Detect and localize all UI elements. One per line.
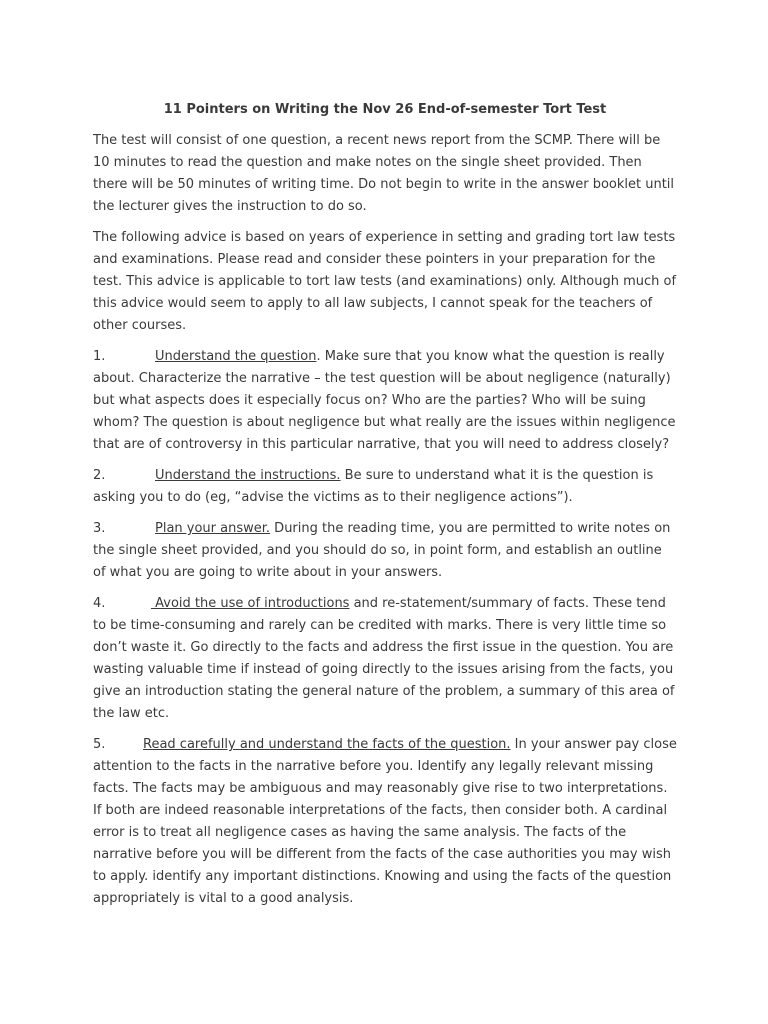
pointer-heading: Understand the question: [155, 349, 317, 364]
pointer-body: and re-statement/summary of facts. These tend to be time-consuming and rarely can be credited with marks. There is very little time so don’t waste it. Go directly to the facts and address the first issue in the question. You are wasting valuable time if instead of going directly to the issues arising from the facts, you give an introduction stating the general nature of the problem, a summary of this area of the law etc.: [93, 596, 675, 721]
pointer-heading: Avoid the use of introductions: [151, 596, 350, 611]
document-page: [93, 99, 677, 919]
pointer-number: 2.: [93, 468, 106, 483]
pointer-number: 5.: [93, 737, 106, 752]
pointer-body: During the reading time, you are permitted to write notes on the single sheet provided, and you should do so, in point form, and establish an outline of what you are going to write about in your answers.: [93, 521, 671, 580]
pointer-2: [93, 465, 677, 509]
pointer-heading: Understand the instructions.: [155, 468, 341, 483]
pointer-3: [93, 518, 677, 584]
pointer-1: [93, 346, 677, 456]
intro-paragraph-1: The test will consist of one question, a recent news report from the SCMP. There will be 10 minutes to read the question and make notes on the single sheet provided. Then there will be 50 minutes of writing time. Do not begin to write in the answer booklet until the lecturer gives the instruction to do so.: [93, 133, 675, 214]
pointer-number: 1.: [93, 349, 106, 364]
pointer-heading: Plan your answer.: [155, 521, 271, 536]
pointer-number: 4.: [93, 596, 106, 611]
pointer-number: 3.: [93, 521, 106, 536]
pointer-4: [93, 593, 677, 725]
pointer-body: Be sure to understand what it is the question is asking you to do (eg, “advise the victims as to their negligence actions”).: [93, 468, 654, 505]
intro-paragraph-2: The following advice is based on years of experience in setting and grading tort law tests and examinations. Please read and consider these pointers in your preparation for the test. This advice is applicable to tort law tests (and examinations) only. Although much of this advice would seem to apply to all law subjects, I cannot speak for the teachers of other courses.: [93, 230, 677, 333]
pointer-body: In your answer pay close attention to the facts in the narrative before you. Identify any legally relevant missing facts. The facts may be ambiguous and may reasonably give rise to two interpretations. If both are indeed reasonable interpretations of the facts, then consider both. A cardinal error is to treat all negligence cases as having the same analysis. The facts of the narrative before you will be different from the facts of the case authorities you may wish to apply. identify any important distinctions. Knowing and using the facts of the question appropriately is vital to a good analysis.: [93, 737, 677, 906]
pointer-body: . Make sure that you know what the question is really about. Characterize the narrative – the test question will be about negligence (naturally) but what aspects does it especially focus on? Who are the parties? Who will be suing whom? The question is about negligence but what really are the issues within negligence that are of controversy in this particular narrative, that you will need to address closely?: [93, 349, 676, 452]
pointer-heading: Read carefully and understand the facts of the question.: [143, 737, 511, 752]
document-title: 11 Pointers on Writing the Nov 26 End-of-semester Tort Test: [163, 102, 607, 117]
pointer-5: [93, 734, 677, 910]
